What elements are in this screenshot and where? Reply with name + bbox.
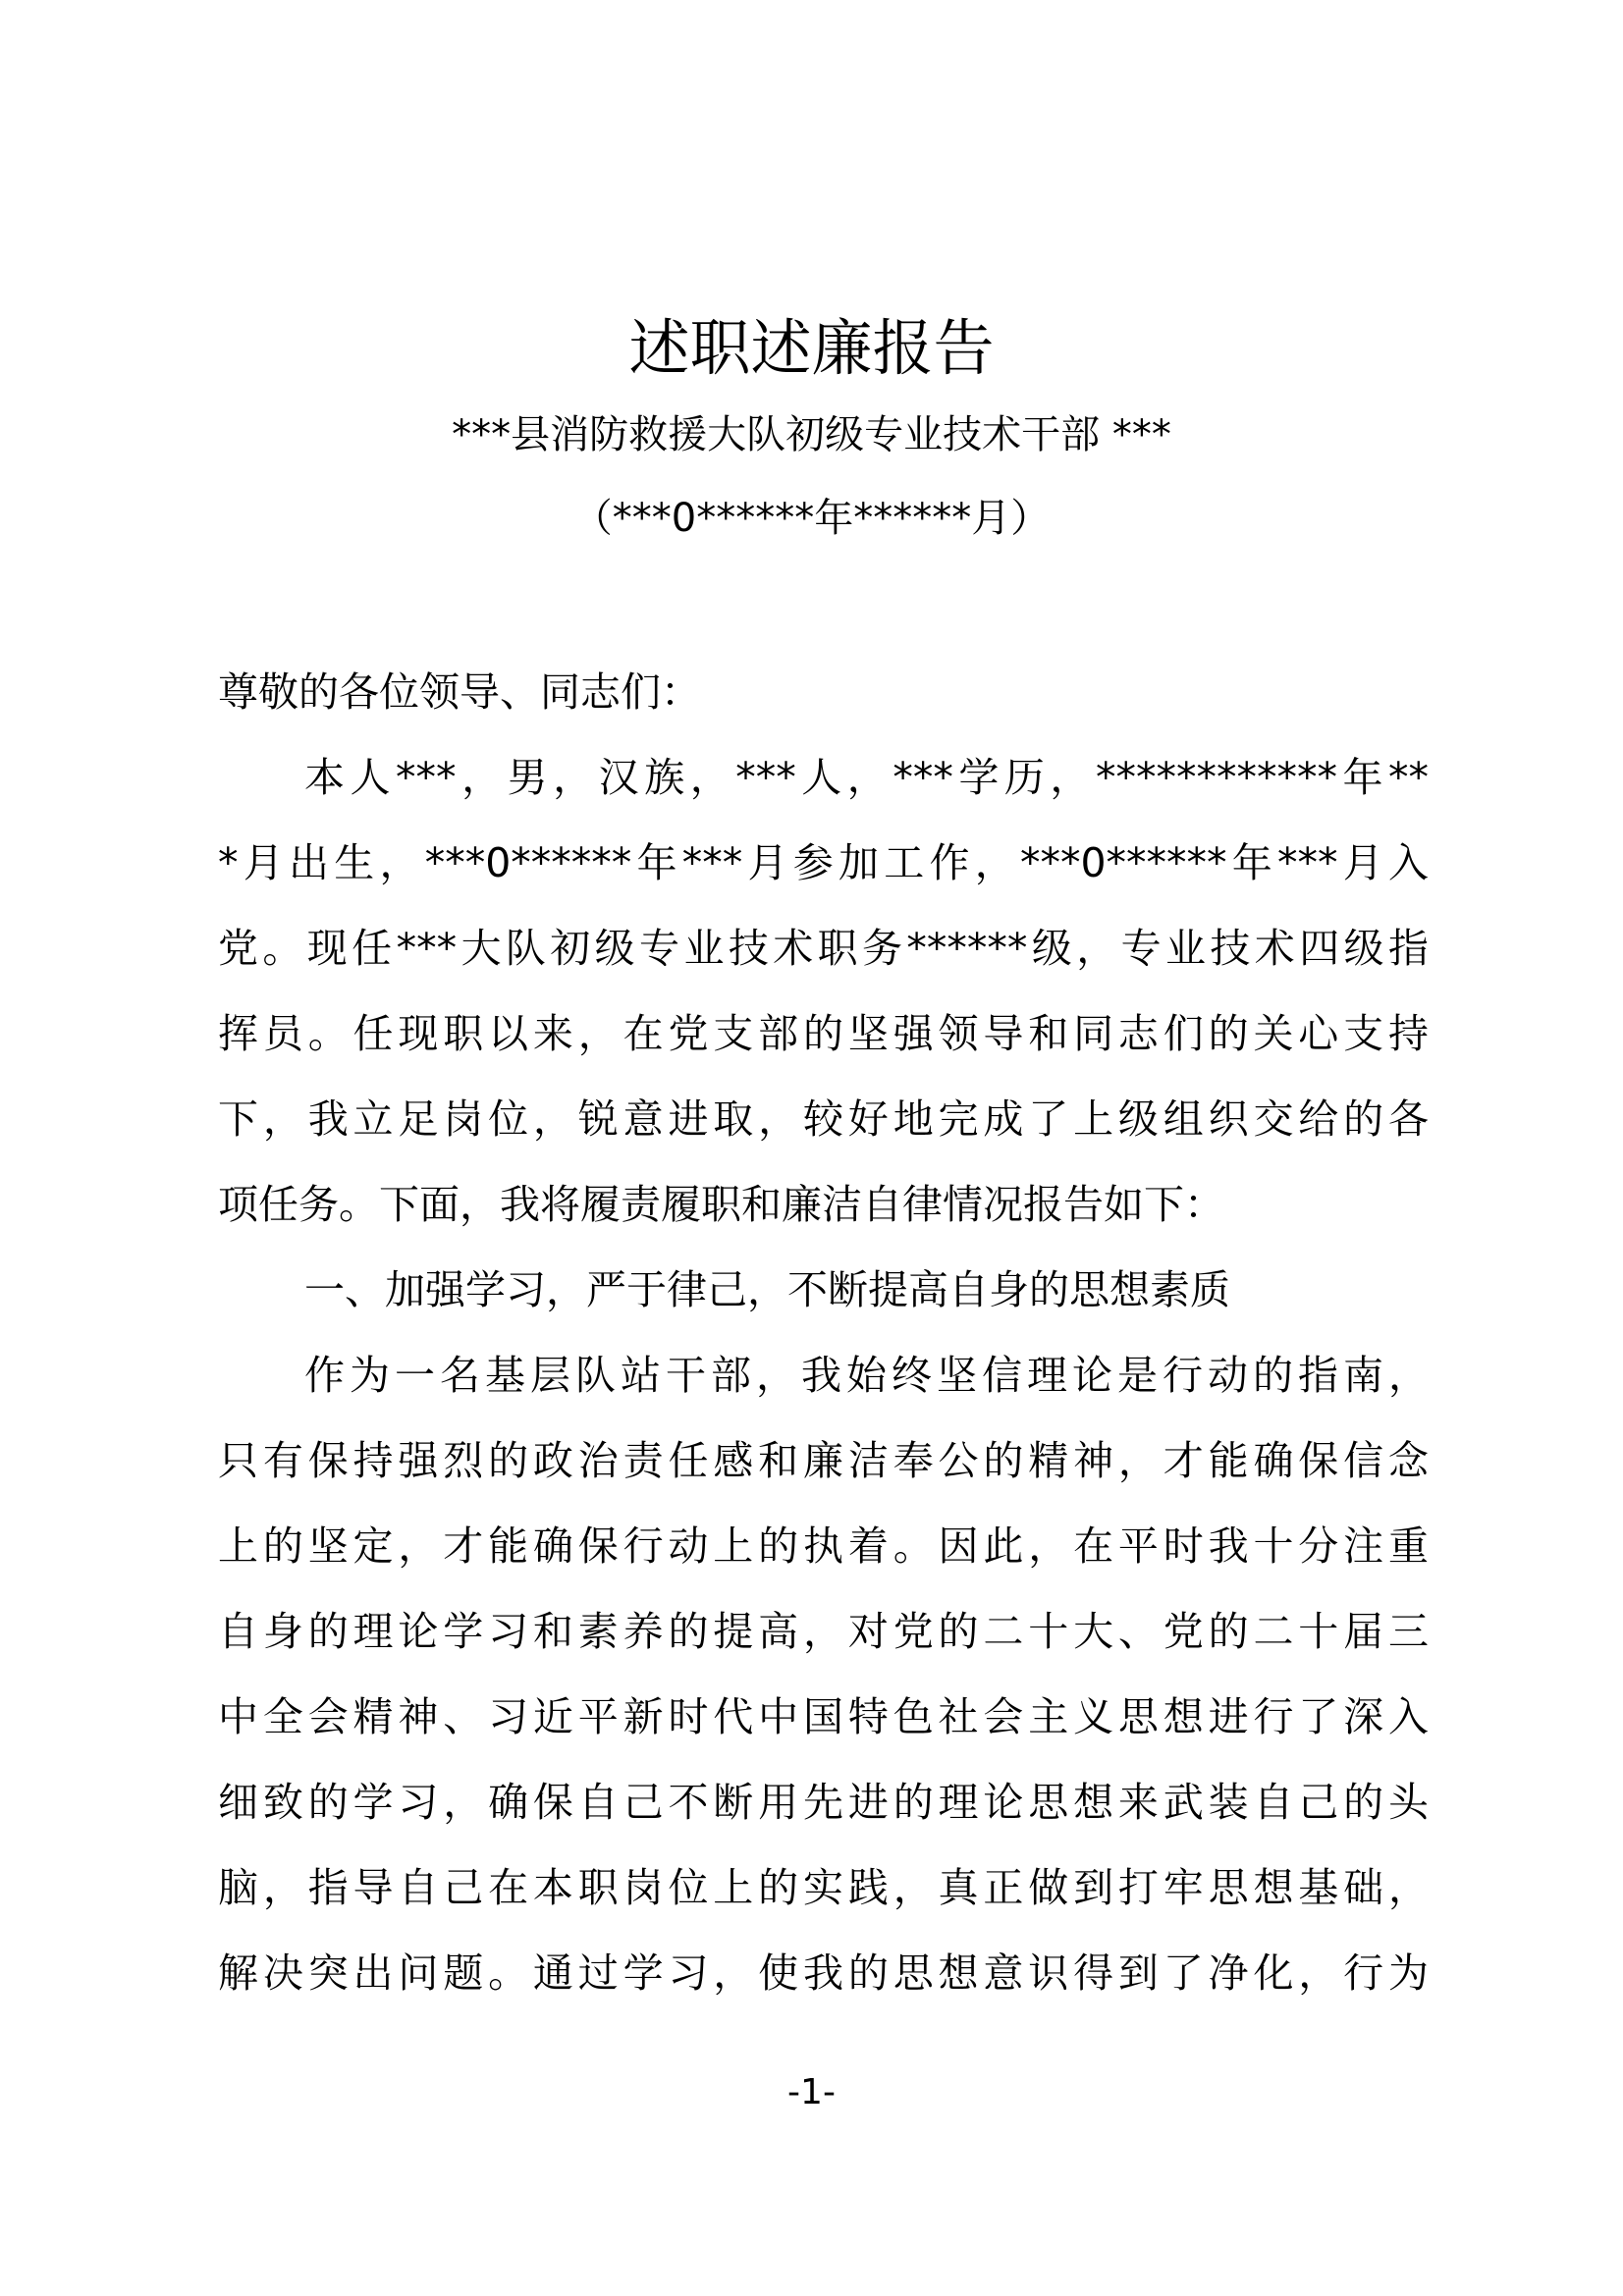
body-line: 挥员。任现职以来，在党支部的坚强领导和同志们的关心支持 — [218, 1010, 1429, 1057]
body-line: 自身的理论学习和素养的提高，对党的二十大、党的二十届三 — [218, 1608, 1429, 1655]
document-title: 述职述廉报告 — [628, 312, 995, 384]
body-line: 本人***，男，汉族，***人，***学历，************年** — [304, 754, 1429, 801]
page-number: -1- — [787, 2072, 836, 2112]
body-line: 作为一名基层队站干部，我始终坚信理论是行动的指南， — [304, 1352, 1429, 1399]
body-line: *月出生，***0******年***月参加工作，***0******年***月入 — [218, 839, 1429, 886]
document-subtitle: ***县消防救援大队初级专业技术干部 *** — [452, 412, 1171, 457]
body-line: 项任务。下面，我将履责履职和廉洁自律情况报告如下： — [218, 1181, 1224, 1228]
body-line: 解决突出问题。通过学习，使我的思想意识得到了净化，行为 — [218, 1949, 1429, 1997]
salutation: 尊敬的各位领导、同志们： — [218, 668, 701, 716]
section-heading: 一、加强学习，严于律己，不断提高自身的思想素质 — [304, 1266, 1230, 1313]
body-line: 脑，指导自己在本职岗位上的实践，真正做到打牢思想基础， — [218, 1864, 1429, 1911]
body-line: 细致的学习，确保自己不断用先进的理论思想来武装自己的头 — [218, 1779, 1429, 1826]
body-line: 中全会精神、习近平新时代中国特色社会主义思想进行了深入 — [218, 1693, 1429, 1740]
document-date: （***0******年******月） — [572, 496, 1051, 541]
body-line: 上的坚定，才能确保行动上的执着。因此，在平时我十分注重 — [218, 1522, 1429, 1570]
body-line: 只有保持强烈的政治责任感和廉洁奉公的精神，才能确保信念 — [218, 1437, 1429, 1484]
body-line: 党。现任***大队初级专业技术职务******级，专业技术四级指 — [218, 925, 1429, 972]
body-line: 下，我立足岗位，锐意进取，较好地完成了上级组织交给的各 — [218, 1095, 1429, 1143]
